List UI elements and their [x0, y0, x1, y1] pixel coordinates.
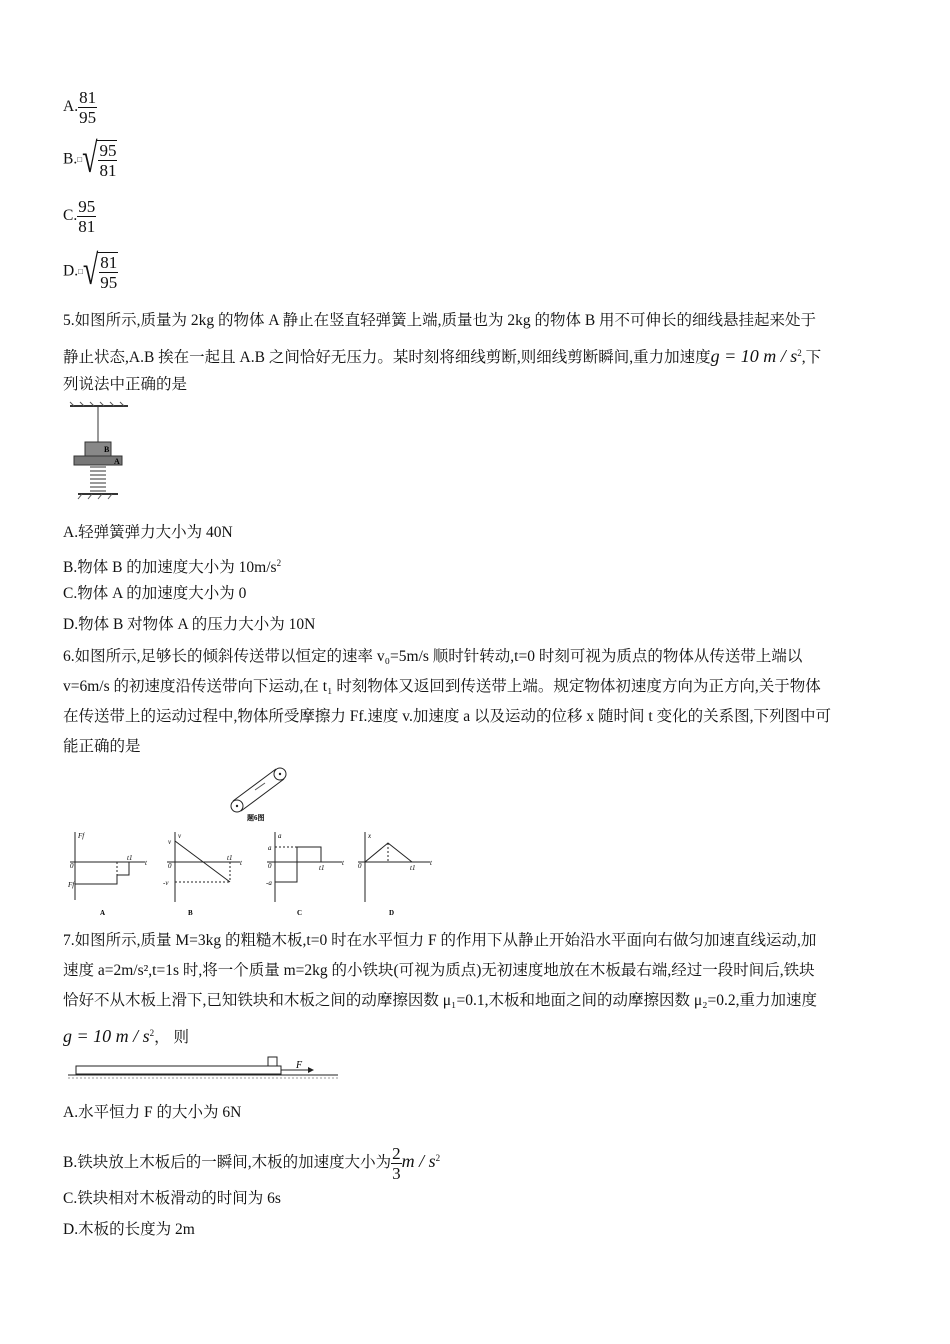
numerator: 2 [392, 1144, 401, 1163]
q7-stem-line: 速度 a=2m/s²,t=1s 时,将一个质量 m=2kg 的小铁块(可视为质点)无初速度地放在木板最右端,经过一段时间后,铁块 [63, 962, 815, 979]
conveyor-belt-figure [225, 768, 295, 823]
fraction [96, 140, 117, 180]
q5-option-d: D.物体 B 对物体 A 的压力大小为 10N [63, 616, 316, 633]
radical-sign: √ [82, 248, 99, 295]
q4-option-c [63, 197, 96, 236]
fraction [391, 1144, 402, 1183]
q6-stem-line: 6.如图所示,足够长的倾斜传送带以恒定的速率 v₀=5m/s 顺时针转动,t=0 时刻可视为质点的物体从传送带上端以 [63, 648, 803, 665]
text: B.物体 B 的加速度大小为 10m/s [63, 559, 277, 577]
q5-stem-line: 静止状态,A.B 挨在一起且 A.B 之间恰好无压力。某时刻将细线剪断,则细线剪断瞬间,重力加速度g = 10 m / $s^2$,下 [63, 346, 822, 367]
root-index-placeholder: □ [78, 267, 83, 276]
t1-label: t1 [127, 854, 133, 862]
denominator: 3 [392, 1164, 401, 1183]
q5-option-a: A.轻弹簧弹力大小为 40N [63, 524, 233, 541]
sqrt [78, 248, 118, 295]
graph-d [358, 832, 433, 917]
y-axis-label: x [368, 832, 372, 840]
graph-label: D [389, 909, 395, 917]
option-label: B. [63, 150, 78, 168]
denominator: 95 [100, 273, 118, 292]
y-axis-label: a [278, 832, 282, 840]
q5-stem-line: 5.如图所示,质量为 2kg 的物体 A 静止在竖直轻弹簧上端,质量也为 2kg 的物体 B 用不可伸长的细线悬挂起来处于 [63, 312, 817, 329]
svg-text:t: t [342, 859, 344, 867]
q5-stem-line: 列说法中正确的是 [63, 376, 188, 393]
t1-label: t1 [410, 864, 416, 872]
svg-text:0: 0 [358, 862, 362, 870]
fraction [77, 197, 96, 236]
fraction [97, 252, 118, 292]
q4-option-d [63, 248, 118, 295]
q6-stem-line: 在传送带上的运动过程中,物体所受摩擦力 Ff.速度 v.加速度 a 以及运动的位移 x 随时间 t 变化的关系图,下列图中可 [63, 708, 831, 725]
text: B.铁块放上木板后的一瞬间,木板的加速度大小为 [63, 1154, 392, 1172]
figure-caption: 题6图 [247, 814, 265, 822]
text: ， 则 [154, 1029, 190, 1047]
q7-option-d: D.木板的长度为 2m [63, 1221, 195, 1238]
q4-option-b [63, 136, 117, 183]
unit: m / s [401, 1151, 436, 1172]
svg-text:0: 0 [268, 862, 272, 870]
tick-label: -a [266, 879, 272, 887]
force-label: F [296, 1060, 303, 1071]
svg-text:t: t [145, 859, 147, 867]
svg-text:t: t [240, 859, 242, 867]
numerator: 81 [100, 253, 118, 272]
denominator: 95 [79, 108, 97, 127]
numerator: 95 [99, 141, 117, 160]
text: 静止状态,A.B 挨在一起且 A.B 之间恰好无压力。某时刻将细线剪断,则细线剪断瞬间,重力加速度 [63, 349, 711, 367]
svg-text:0: 0 [168, 862, 172, 870]
tick-label: -v [163, 879, 169, 887]
graph-a [67, 832, 148, 917]
graph-label: C [297, 909, 303, 917]
text: ,下 [801, 349, 822, 367]
q7-option-a: A.水平恒力 F 的大小为 6N [63, 1104, 242, 1121]
tick-label: a [268, 844, 272, 852]
tick-label: v [168, 838, 172, 846]
option-label: A. [63, 98, 79, 116]
y-axis-label: Ff [78, 832, 85, 840]
numerator: 81 [79, 88, 97, 107]
q7-option-c: C.铁块相对木板滑动的时间为 6s [63, 1190, 281, 1207]
spring-block-figure [68, 402, 148, 507]
q7-stem-line: 7.如图所示,质量 M=3kg 的粗糙木板,t=0 时在水平恒力 F 的作用下从静止开始沿水平面向右做匀加速直线运动,加 [63, 932, 817, 949]
radical-sign: √ [82, 136, 98, 183]
graph-c [266, 832, 345, 917]
q7-stem-line: 恰好不从木板上滑下,已知铁块和木板之间的动摩擦因数 μ₁=0.1,木板和地面之间的动摩擦因数 μ₂=0.2,重力加速度 [63, 992, 818, 1009]
tick-label: Ff [68, 881, 75, 889]
formula: g = 10 m / s [63, 1026, 150, 1047]
q5-option-b: B.物体 B 的加速度大小为 $10m/s^2$ [63, 558, 282, 577]
graph-b [163, 832, 243, 917]
svg-text:0: 0 [70, 862, 74, 870]
numerator: 95 [78, 197, 96, 216]
q7-option-b: B.铁块放上木板后的一瞬间,木板的加速度大小为 $\frac{2}{3}$ m / $s^2$ [63, 1144, 441, 1183]
graph-label: B [188, 909, 193, 917]
fraction [78, 88, 97, 127]
option-label: D. [63, 262, 79, 280]
t1-label: t1 [319, 864, 325, 872]
denominator: 81 [78, 217, 96, 236]
y-axis-label: v [178, 832, 182, 840]
option-label: C. [63, 207, 78, 225]
sqrt [77, 136, 117, 183]
denominator: 81 [99, 161, 117, 180]
q7-stem-line: g = 10 m / $s^2$， 则 [63, 1026, 190, 1047]
q5-option-c: C.物体 A 的加速度大小为 0 [63, 585, 247, 602]
t1-label: t1 [227, 854, 233, 862]
svg-text:t: t [430, 859, 432, 867]
root-index-placeholder: □ [77, 155, 83, 164]
q6-stem-line: 能正确的是 [63, 738, 141, 755]
formula: g = 10 m / s [710, 346, 798, 367]
label-b: B [104, 445, 110, 454]
label-a: A [114, 457, 120, 466]
graph-label: A [100, 909, 106, 917]
q6-stem-line: v=6m/s 的初速度沿传送带向下运动,在 t₁ 时刻物体又返回到传送带上端。规定物体初速度方向为正方向,关于物体 [63, 678, 821, 695]
q6-graphs [70, 830, 440, 920]
board-block-figure [68, 1055, 343, 1090]
q4-option-a [63, 88, 97, 127]
